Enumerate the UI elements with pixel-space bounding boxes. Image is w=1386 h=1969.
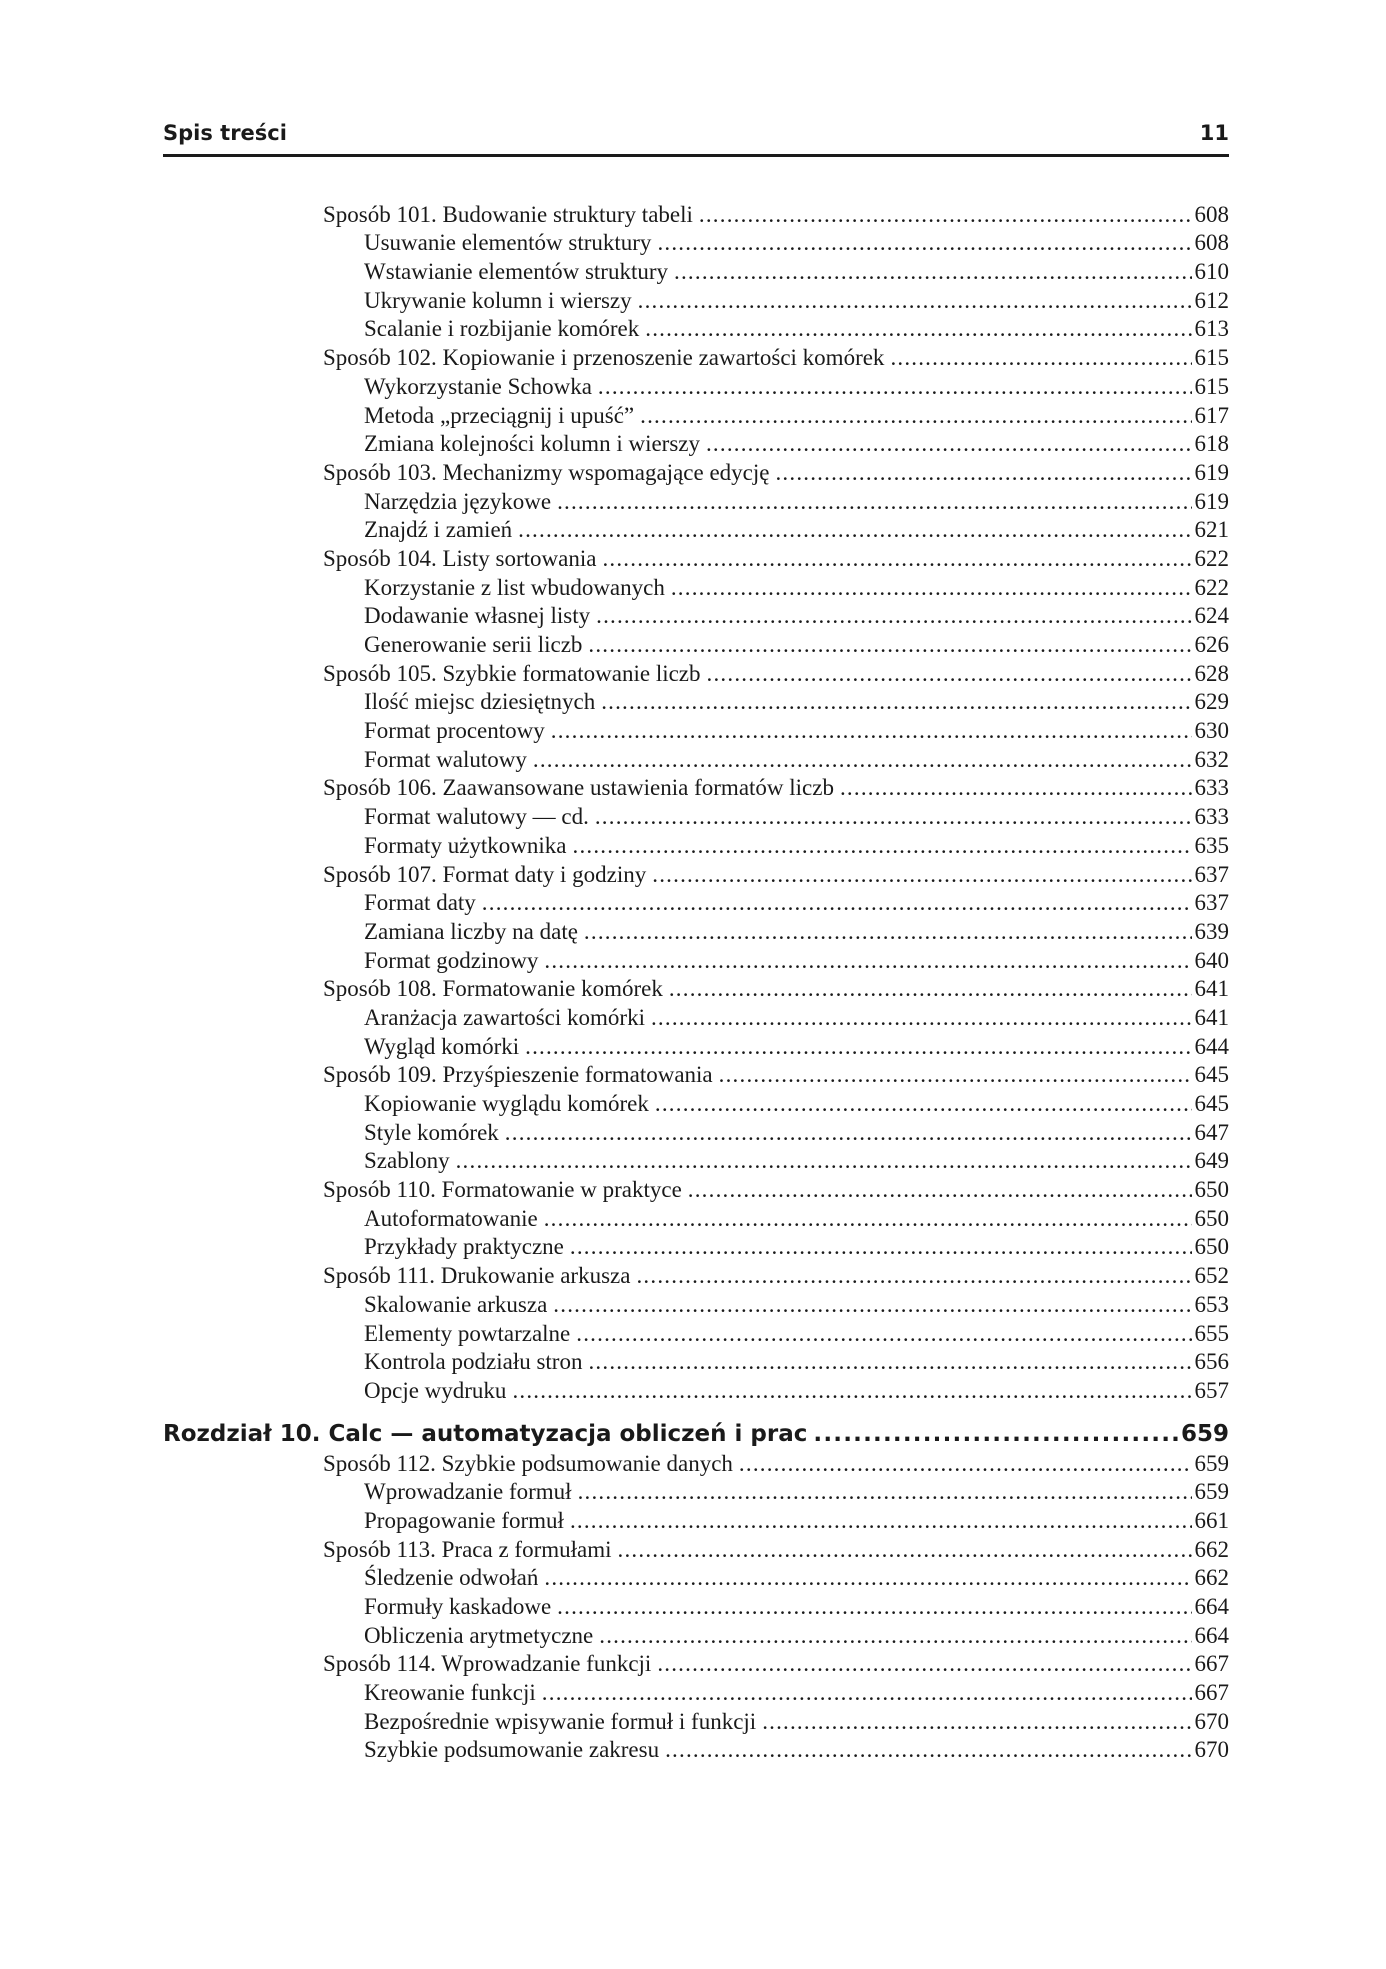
dot-leader [595,803,1192,830]
toc-subsection-entry [163,1146,1229,1175]
dot-leader [657,1650,1191,1677]
toc-chapter-entry [163,1408,1229,1448]
dot-leader [706,430,1192,457]
toc-entry-page: 659 [1194,1450,1229,1476]
toc-entry-title: Wygląd komórki [364,1033,520,1059]
toc-entry-page: 659 [1180,1420,1229,1447]
toc-entry-page: 653 [1194,1291,1229,1317]
toc-subsection-entry [163,314,1229,343]
toc-section-entry [163,1534,1229,1563]
toc-entry-title: Generowanie serii liczb [364,632,583,657]
dot-leader [542,1679,1192,1706]
dot-leader [699,201,1192,228]
toc-entry-page: 649 [1194,1148,1229,1174]
toc-entry-page: 637 [1194,861,1229,887]
header-page-number: 11 [1199,121,1229,145]
toc-entry-page: 655 [1194,1320,1229,1346]
toc-entry-page: 650 [1194,1205,1229,1231]
toc-entry-title: Przykłady praktyczne [364,1234,564,1260]
dot-leader [544,1205,1192,1232]
dot-leader [525,1033,1191,1060]
toc-entry-page: 618 [1194,431,1229,457]
toc-entry-title: Rozdział 10. Calc — automatyzacja obliczeń i prac [163,1420,808,1447]
toc-entry-page: 633 [1194,804,1229,830]
toc-entry-page: 641 [1194,976,1229,1002]
dot-leader [518,516,1191,543]
toc-entry-page: 667 [1194,1680,1229,1706]
toc-entry-page: 615 [1194,373,1229,399]
toc-section-entry [163,342,1229,371]
dot-leader [544,947,1191,974]
toc-entry-title: Sposób 110. Formatowanie w praktyce [323,1177,682,1203]
toc-entry-title: Ukrywanie kolumn i wierszy [364,287,632,313]
toc-entry-title: Wstawianie elementów struktury [364,259,669,285]
toc-section-entry [163,1649,1229,1678]
toc-entry-page: 664 [1194,1622,1229,1648]
toc-section-entry [163,543,1229,572]
dot-leader [813,1421,1178,1448]
toc-section-entry [163,1260,1229,1289]
toc-entry-page: 619 [1194,488,1229,514]
toc-entry-title: Znajdź i zamień [364,517,513,543]
toc-section-entry [163,773,1229,802]
toc-entry-title: Format daty [364,890,476,916]
toc-subsection-entry [163,1677,1229,1706]
dot-leader [688,1176,1192,1203]
toc-entry-title: Elementy powtarzalne [364,1320,571,1346]
toc-entry-title: Aranżacja zawartości komórki [364,1004,645,1030]
toc-entry-title: Formaty użytkownika [364,832,567,858]
toc-entry-title: Sposób 103. Mechanizmy wspomagające edycję [323,459,770,485]
toc-entry-page: 608 [1194,201,1229,227]
toc-entry-page: 667 [1194,1651,1229,1677]
toc-section-entry [163,859,1229,888]
dot-leader [638,287,1192,314]
toc-subsection-entry [163,400,1229,429]
toc-subsection-entry [163,1375,1229,1404]
toc-entry-title: Sposób 113. Praca z formułami [323,1536,612,1562]
toc-subsection-entry [163,744,1229,773]
toc-subsection-entry [163,1477,1229,1506]
toc-entry-page: 624 [1194,603,1229,629]
toc-entry-page: 617 [1194,402,1229,428]
toc-entry-page: 650 [1194,1234,1229,1260]
toc-entry-title: Usuwanie elementów struktury [364,230,652,256]
toc-entry-page: 622 [1194,574,1229,600]
toc-entry-page: 656 [1194,1349,1229,1375]
toc-subsection-entry [163,572,1229,601]
toc-entry-title: Sposób 114. Wprowadzanie funkcji [323,1651,652,1677]
dot-leader [636,1262,1191,1289]
toc-subsection-entry [163,687,1229,716]
toc-subsection-entry [163,888,1229,917]
dot-leader [482,889,1192,916]
toc-subsection-entry [163,486,1229,515]
toc-entry-title: Zamiana liczby na datę [364,918,578,944]
toc-entry-title: Sposób 106. Zaawansowane ustawienia formatów liczb [323,775,834,801]
dot-leader [645,315,1191,342]
dot-leader [570,1233,1192,1260]
dot-leader [719,1061,1192,1088]
toc-subsection-entry [163,945,1229,974]
dot-leader [739,1450,1192,1477]
dot-leader [707,660,1192,687]
toc-entry-title: Format walutowy [364,746,527,772]
toc-section-entry [163,974,1229,1003]
toc-subsection-entry [163,228,1229,257]
table-of-contents [163,199,1229,1763]
toc-subsection-entry [163,515,1229,544]
toc-entry-page: 608 [1194,230,1229,256]
toc-entry-page: 645 [1194,1091,1229,1116]
dot-leader [618,1536,1192,1563]
toc-entry-title: Propagowanie formuł [364,1507,564,1533]
toc-entry-title: Szablony [364,1148,450,1174]
toc-entry-title: Obliczenia arytmetyczne [364,1622,594,1648]
toc-entry-page: 633 [1194,775,1229,801]
toc-subsection-entry [163,1735,1229,1764]
toc-subsection-entry [163,1203,1229,1232]
toc-entry-page: 610 [1194,259,1229,285]
toc-subsection-entry [163,1289,1229,1318]
toc-entry-page: 657 [1194,1377,1229,1403]
toc-entry-title: Narzędzia językowe [364,488,552,514]
toc-entry-title: Formuły kaskadowe [364,1594,552,1619]
toc-entry-page: 612 [1194,287,1229,313]
dot-leader [505,1119,1192,1146]
dot-leader [551,717,1192,744]
toc-subsection-entry [163,1318,1229,1347]
toc-subsection-entry [163,601,1229,630]
toc-entry-page: 622 [1194,545,1229,571]
dot-leader [665,1736,1191,1763]
toc-subsection-entry [163,1591,1229,1620]
dot-leader [598,373,1192,400]
dot-leader [576,1320,1191,1347]
toc-entry-page: 635 [1194,832,1229,858]
dot-leader [596,602,1191,629]
dot-leader [657,229,1191,256]
toc-section-entry [163,1448,1229,1477]
toc-entry-title: Dodawanie własnej listy [364,603,591,629]
dot-leader [584,918,1192,945]
toc-subsection-entry [163,916,1229,945]
toc-subsection-entry [163,1031,1229,1060]
dot-leader [573,832,1192,859]
toc-entry-title: Sposób 111. Drukowanie arkusza [323,1263,631,1289]
toc-entry-page: 670 [1194,1737,1229,1763]
toc-entry-page: 630 [1194,718,1229,744]
dot-leader [640,402,1191,429]
toc-entry-page: 641 [1194,1004,1229,1030]
toc-entry-title: Format godzinowy [364,947,539,973]
toc-entry-title: Metoda „przeciągnij i upuść” [364,402,635,428]
dot-leader [570,1507,1192,1534]
toc-section-entry [163,1060,1229,1089]
dot-leader [601,688,1191,715]
toc-entry-page: 664 [1194,1594,1229,1619]
toc-subsection-entry [163,1002,1229,1031]
dot-leader [651,1004,1192,1031]
toc-entry-title: Sposób 107. Format daty i godziny [323,861,647,887]
dot-leader [588,631,1191,658]
toc-entry-title: Sposób 101. Budowanie struktury tabeli [323,201,693,227]
toc-entry-title: Śledzenie odwołań [364,1565,539,1591]
dot-leader [578,1478,1192,1505]
toc-entry-title: Kopiowanie wyglądu komórek [364,1091,649,1116]
toc-entry-title: Style komórek [364,1119,499,1145]
toc-entry-page: 659 [1194,1479,1229,1505]
dot-leader [671,574,1192,601]
dot-leader [553,1291,1191,1318]
toc-subsection-entry [163,1232,1229,1261]
toc-entry-page: 619 [1194,459,1229,485]
toc-subsection-entry [163,1117,1229,1146]
dot-leader [775,459,1191,486]
toc-subsection-entry [163,1505,1229,1534]
toc-entry-page: 621 [1194,517,1229,543]
toc-entry-title: Format walutowy — cd. [364,804,589,830]
toc-entry-page: 662 [1194,1565,1229,1591]
toc-entry-title: Format procentowy [364,718,545,744]
toc-entry-title: Sposób 112. Szybkie podsumowanie danych [323,1450,733,1476]
toc-entry-page: 637 [1194,890,1229,916]
toc-entry-title: Sposób 109. Przyśpieszenie formatowania [323,1062,713,1088]
dot-leader [655,1090,1192,1117]
toc-entry-title: Sposób 108. Formatowanie komórek [323,976,663,1002]
dot-leader [456,1147,1192,1174]
toc-subsection-entry [163,830,1229,859]
dot-leader [674,258,1191,285]
toc-entry-title: Wprowadzanie formuł [364,1479,572,1505]
toc-entry-title: Bezpośrednie wpisywanie formuł i funkcji [364,1708,757,1734]
toc-entry-title: Kontrola podziału stron [364,1349,583,1375]
dot-leader [599,1622,1191,1649]
toc-entry-title: Autoformatowanie [364,1205,538,1231]
toc-entry-title: Skalowanie arkusza [364,1291,548,1317]
toc-subsection-entry [163,256,1229,285]
toc-entry-title: Zmiana kolejności kolumn i wierszy [364,431,700,457]
toc-entry-page: 662 [1194,1536,1229,1562]
dot-leader [588,1348,1191,1375]
toc-entry-title: Opcje wydruku [364,1377,507,1403]
toc-subsection-entry [163,715,1229,744]
toc-entry-page: 650 [1194,1177,1229,1203]
toc-entry-page: 628 [1194,660,1229,686]
toc-entry-title: Wykorzystanie Schowka [364,373,592,399]
toc-entry-page: 652 [1194,1263,1229,1289]
toc-subsection-entry [163,371,1229,400]
toc-entry-page: 661 [1194,1507,1229,1533]
toc-subsection-entry [163,1706,1229,1735]
toc-subsection-entry [163,801,1229,830]
toc-entry-page: 645 [1194,1062,1229,1088]
toc-entry-title: Kreowanie funkcji [364,1680,536,1706]
toc-section-entry [163,1174,1229,1203]
dot-leader [602,545,1191,572]
dot-leader [557,1593,1191,1620]
toc-section-entry [163,658,1229,687]
dot-leader [557,488,1191,515]
toc-subsection-entry [163,1347,1229,1376]
toc-entry-title: Korzystanie z list wbudowanych [364,574,665,600]
toc-subsection-entry [163,629,1229,658]
dot-leader [762,1708,1191,1735]
toc-entry-title: Ilość miejsc dziesiętnych [364,689,596,715]
toc-entry-page: 670 [1194,1708,1229,1734]
dot-leader [512,1377,1191,1404]
dot-leader [840,774,1192,801]
toc-entry-page: 639 [1194,918,1229,944]
dot-leader [533,746,1192,773]
toc-section-entry [163,457,1229,486]
toc-entry-page: 629 [1194,689,1229,715]
toc-section-entry [163,199,1229,228]
toc-entry-page: 640 [1194,947,1229,973]
toc-entry-page: 647 [1194,1119,1229,1145]
dot-leader [652,861,1191,888]
toc-entry-page: 613 [1194,316,1229,342]
dot-leader [544,1564,1191,1591]
toc-entry-title: Sposób 104. Listy sortowania [323,545,597,571]
toc-entry-title: Szybkie podsumowanie zakresu [364,1737,660,1763]
toc-entry-page: 632 [1194,746,1229,772]
toc-entry-page: 626 [1194,632,1229,657]
toc-entry-page: 644 [1194,1033,1229,1059]
toc-entry-page: 615 [1194,345,1229,371]
dot-leader [890,344,1191,371]
toc-subsection-entry [163,429,1229,458]
toc-subsection-entry [163,1620,1229,1649]
toc-entry-title: Scalanie i rozbijanie komórek [364,316,640,342]
toc-entry-title: Sposób 105. Szybkie formatowanie liczb [323,660,701,686]
toc-entry-title: Sposób 102. Kopiowanie i przenoszenie zawartości komórek [323,345,885,371]
dot-leader [669,975,1192,1002]
header-title: Spis treści [163,121,287,145]
running-header [163,114,1229,157]
toc-subsection-entry [163,285,1229,314]
toc-subsection-entry [163,1563,1229,1592]
toc-subsection-entry [163,1088,1229,1117]
